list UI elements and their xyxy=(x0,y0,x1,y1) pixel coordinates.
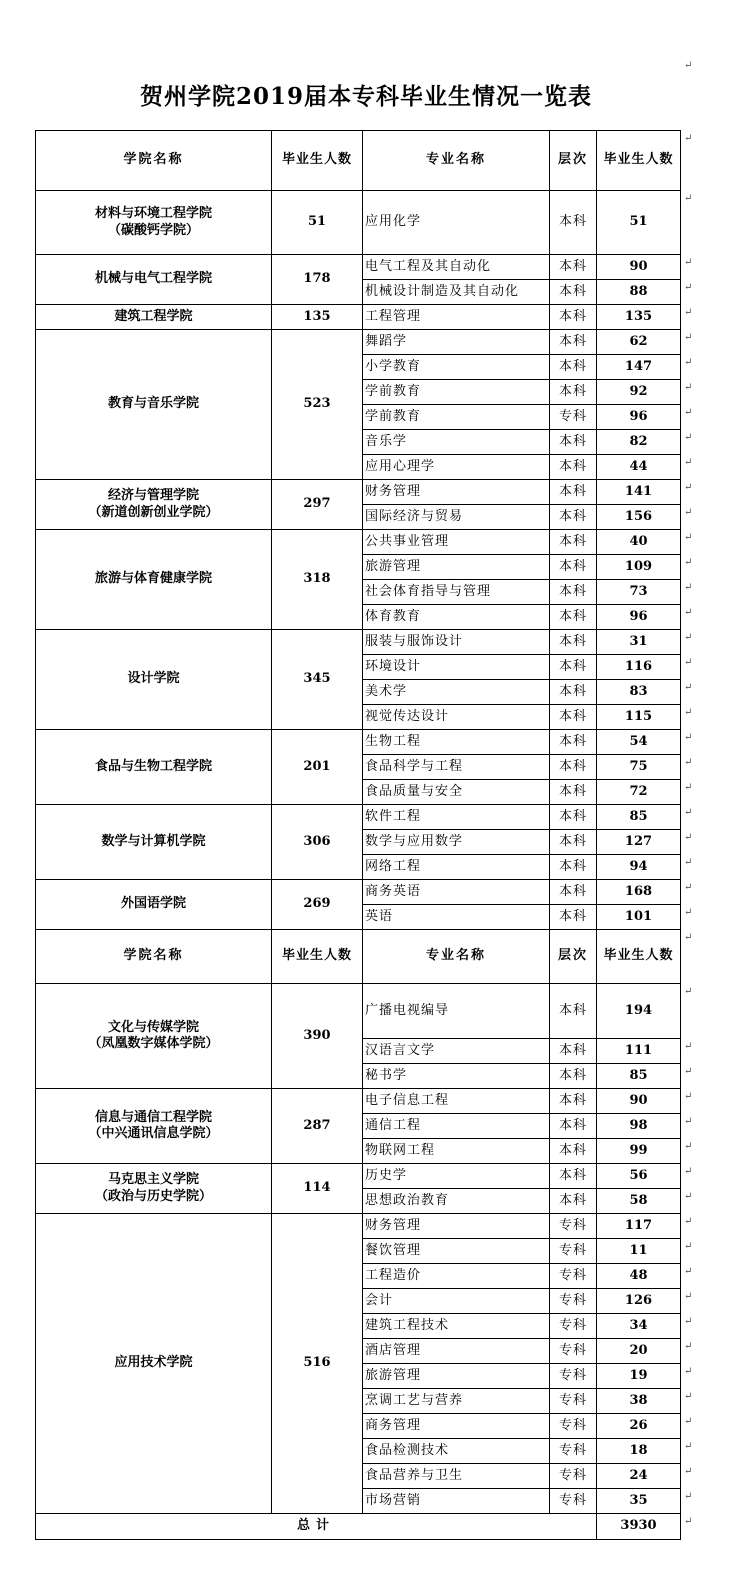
level-cell: 本科 xyxy=(550,280,597,305)
major-name-cell: 国际经济与贸易 xyxy=(363,505,550,530)
paragraph-mark: ↵ xyxy=(684,985,693,997)
header-level: 层次 xyxy=(550,131,597,191)
header-level: 层次 xyxy=(550,930,597,984)
major-name-cell: 财务管理 xyxy=(363,1214,550,1239)
level-cell: 专科 xyxy=(550,1389,597,1414)
level-cell: 本科 xyxy=(550,455,597,480)
major-name-cell: 历史学 xyxy=(363,1164,550,1189)
level-cell: 本科 xyxy=(550,655,597,680)
college-name-cell xyxy=(36,1214,272,1514)
paragraph-mark: ↵ xyxy=(684,706,693,718)
paragraph-mark: ↵ xyxy=(684,656,693,668)
paragraph-mark: ↵ xyxy=(684,1240,693,1252)
header-major-count: 毕业生人数 xyxy=(597,930,681,984)
college-name-cell xyxy=(36,730,272,805)
college-total-cell: 345 xyxy=(272,630,363,730)
paragraph-mark: ↵ xyxy=(684,281,693,293)
header-row xyxy=(36,131,681,191)
major-name-cell: 网络工程 xyxy=(363,855,550,880)
paragraph-mark: ↵ xyxy=(684,806,693,818)
college-name-line: 信息与通信工程学院 xyxy=(94,1109,212,1125)
major-name-cell: 音乐学 xyxy=(363,430,550,455)
level-cell: 本科 xyxy=(550,505,597,530)
major-count-cell: 90 xyxy=(597,255,681,280)
paragraph-mark: ↵ xyxy=(684,906,693,918)
major-name-cell: 市场营销 xyxy=(363,1489,550,1514)
major-count-cell: 19 xyxy=(597,1364,681,1389)
major-count-cell: 38 xyxy=(597,1389,681,1414)
paragraph-mark: ↵ xyxy=(684,1290,693,1302)
paragraph-mark: ↵ xyxy=(684,1115,693,1127)
paragraph-mark: ↵ xyxy=(684,581,693,593)
paragraph-mark: ↵ xyxy=(684,1165,693,1177)
college-total-cell: 318 xyxy=(272,530,363,630)
major-name-cell: 食品检测技术 xyxy=(363,1439,550,1464)
major-count-cell: 194 xyxy=(597,984,681,1039)
major-count-cell: 126 xyxy=(597,1289,681,1314)
level-cell: 本科 xyxy=(550,305,597,330)
college-total-cell: 523 xyxy=(272,330,363,480)
major-count-cell: 141 xyxy=(597,480,681,505)
level-cell: 本科 xyxy=(550,905,597,930)
college-name-cell xyxy=(36,1089,272,1164)
paragraph-mark: ↵ xyxy=(684,331,693,343)
major-count-cell: 34 xyxy=(597,1314,681,1339)
major-name-cell: 思想政治教育 xyxy=(363,1189,550,1214)
level-cell: 本科 xyxy=(550,1139,597,1164)
college-total-cell: 297 xyxy=(272,480,363,530)
major-name-cell: 商务管理 xyxy=(363,1414,550,1439)
major-count-cell: 99 xyxy=(597,1139,681,1164)
college-name-cell xyxy=(36,1164,272,1214)
paragraph-mark: ↵ xyxy=(684,1265,693,1277)
table-row xyxy=(36,305,681,330)
major-count-cell: 96 xyxy=(597,605,681,630)
major-count-cell: 111 xyxy=(597,1039,681,1064)
college-name-cell xyxy=(36,530,272,630)
major-name-cell: 旅游管理 xyxy=(363,1364,550,1389)
major-count-cell: 135 xyxy=(597,305,681,330)
level-cell: 本科 xyxy=(550,805,597,830)
major-count-cell: 85 xyxy=(597,805,681,830)
college-name-line: 经济与管理学院 xyxy=(107,488,199,504)
level-cell: 专科 xyxy=(550,1414,597,1439)
table-row xyxy=(36,880,681,905)
college-total-cell: 51 xyxy=(272,191,363,255)
major-name-cell: 体育教育 xyxy=(363,605,550,630)
paragraph-mark: ↵ xyxy=(684,1415,693,1427)
major-count-cell: 127 xyxy=(597,830,681,855)
major-count-cell: 18 xyxy=(597,1439,681,1464)
major-name-cell: 电气工程及其自动化 xyxy=(363,255,550,280)
major-name-cell: 舞蹈学 xyxy=(363,330,550,355)
major-count-cell: 156 xyxy=(597,505,681,530)
paragraph-mark: ↵ xyxy=(684,1190,693,1202)
major-name-cell: 生物工程 xyxy=(363,730,550,755)
major-count-cell: 168 xyxy=(597,880,681,905)
level-cell: 本科 xyxy=(550,880,597,905)
paragraph-mark: ↵ xyxy=(684,681,693,693)
college-name-cell xyxy=(36,480,272,530)
major-name-cell: 酒店管理 xyxy=(363,1339,550,1364)
major-count-cell: 115 xyxy=(597,705,681,730)
college-total-cell: 287 xyxy=(272,1089,363,1164)
major-count-cell: 35 xyxy=(597,1489,681,1514)
paragraph-mark: ↵ xyxy=(684,606,693,618)
paragraph-mark: ↵ xyxy=(684,756,693,768)
table-row xyxy=(36,730,681,755)
major-count-cell: 92 xyxy=(597,380,681,405)
college-name-cell xyxy=(36,984,272,1089)
header-major-count: 毕业生人数 xyxy=(597,131,681,191)
major-name-cell: 英语 xyxy=(363,905,550,930)
major-name-cell: 会计 xyxy=(363,1289,550,1314)
college-name-line: 建筑工程学院 xyxy=(114,308,193,324)
paragraph-mark: ↵ xyxy=(684,531,693,543)
paragraph-mark: ↵ xyxy=(684,1090,693,1102)
total-row xyxy=(36,1514,681,1540)
college-total-cell: 390 xyxy=(272,984,363,1089)
major-name-cell: 工程造价 xyxy=(363,1264,550,1289)
major-name-cell: 建筑工程技术 xyxy=(363,1314,550,1339)
table-row xyxy=(36,1164,681,1189)
paragraph-mark: ↵ xyxy=(684,256,693,268)
college-total-cell: 135 xyxy=(272,305,363,330)
header-major: 专业名称 xyxy=(363,930,550,984)
college-name-line: 食品与生物工程学院 xyxy=(94,758,212,774)
major-name-cell: 社会体育指导与管理 xyxy=(363,580,550,605)
college-name-line: （中兴通讯信息学院） xyxy=(88,1126,219,1141)
major-name-cell: 软件工程 xyxy=(363,805,550,830)
major-count-cell: 40 xyxy=(597,530,681,555)
level-cell: 本科 xyxy=(550,755,597,780)
paragraph-mark: ↵ xyxy=(684,356,693,368)
major-name-cell: 小学教育 xyxy=(363,355,550,380)
level-cell: 本科 xyxy=(550,1064,597,1089)
major-name-cell: 公共事业管理 xyxy=(363,530,550,555)
level-cell: 本科 xyxy=(550,555,597,580)
major-count-cell: 24 xyxy=(597,1464,681,1489)
major-name-cell: 秘书学 xyxy=(363,1064,550,1089)
paragraph-mark: ↵ xyxy=(684,1040,693,1052)
page-title: 贺州学院2019届本专科毕业生情况一览表 xyxy=(139,83,592,110)
table-row xyxy=(36,330,681,355)
major-name-cell: 电子信息工程 xyxy=(363,1089,550,1114)
level-cell: 专科 xyxy=(550,1439,597,1464)
paragraph-mark: ↵ xyxy=(684,1390,693,1402)
table-row xyxy=(36,1214,681,1239)
level-cell: 专科 xyxy=(550,1214,597,1239)
major-count-cell: 109 xyxy=(597,555,681,580)
major-count-cell: 90 xyxy=(597,1089,681,1114)
college-total-cell: 178 xyxy=(272,255,363,305)
level-cell: 本科 xyxy=(550,191,597,255)
level-cell: 本科 xyxy=(550,680,597,705)
college-name-line: 教育与音乐学院 xyxy=(107,396,199,412)
major-count-cell: 26 xyxy=(597,1414,681,1439)
major-count-cell: 82 xyxy=(597,430,681,455)
major-count-cell: 20 xyxy=(597,1339,681,1364)
header-row xyxy=(36,930,681,984)
major-count-cell: 88 xyxy=(597,280,681,305)
major-count-cell: 11 xyxy=(597,1239,681,1264)
major-name-cell: 学前教育 xyxy=(363,380,550,405)
header-college: 学院名称 xyxy=(36,131,272,191)
major-name-cell: 通信工程 xyxy=(363,1114,550,1139)
major-count-cell: 98 xyxy=(597,1114,681,1139)
level-cell: 专科 xyxy=(550,1489,597,1514)
paragraph-mark: ↵ xyxy=(684,506,693,518)
level-cell: 本科 xyxy=(550,855,597,880)
level-cell: 专科 xyxy=(550,1339,597,1364)
college-total-cell: 114 xyxy=(272,1164,363,1214)
paragraph-mark: ↵ xyxy=(684,631,693,643)
major-count-cell: 54 xyxy=(597,730,681,755)
paragraph-mark: ↵ xyxy=(684,481,693,493)
major-name-cell: 应用心理学 xyxy=(363,455,550,480)
major-name-cell: 广播电视编导 xyxy=(363,984,550,1039)
college-name-cell xyxy=(36,880,272,930)
college-name-line: 旅游与体育健康学院 xyxy=(94,571,212,587)
level-cell: 专科 xyxy=(550,1264,597,1289)
major-name-cell: 服装与服饰设计 xyxy=(363,630,550,655)
major-count-cell: 62 xyxy=(597,330,681,355)
major-name-cell: 工程管理 xyxy=(363,305,550,330)
college-name-line: 马克思主义学院 xyxy=(107,1172,199,1188)
college-name-line: （碳酸钙学院） xyxy=(107,222,199,238)
paragraph-mark: ↵ xyxy=(684,1315,693,1327)
level-cell: 本科 xyxy=(550,1089,597,1114)
major-name-cell: 美术学 xyxy=(363,680,550,705)
paragraph-mark: ↵ xyxy=(684,556,693,568)
level-cell: 本科 xyxy=(550,355,597,380)
paragraph-mark: ↵ xyxy=(684,60,693,71)
major-name-cell: 食品科学与工程 xyxy=(363,755,550,780)
college-name-line: （凤凰数字媒体学院） xyxy=(88,1036,219,1051)
paragraph-mark: ↵ xyxy=(684,132,693,144)
level-cell: 本科 xyxy=(550,380,597,405)
level-cell: 本科 xyxy=(550,1039,597,1064)
level-cell: 本科 xyxy=(550,730,597,755)
college-total-cell: 306 xyxy=(272,805,363,880)
college-name-line: 应用技术学院 xyxy=(114,1355,193,1371)
paragraph-mark: ↵ xyxy=(684,781,693,793)
level-cell: 专科 xyxy=(550,1239,597,1264)
table-row xyxy=(36,984,681,1039)
major-name-cell: 财务管理 xyxy=(363,480,550,505)
header-count: 毕业生人数 xyxy=(272,930,363,984)
paragraph-mark: ↵ xyxy=(684,1065,693,1077)
college-total-cell: 516 xyxy=(272,1214,363,1514)
level-cell: 本科 xyxy=(550,480,597,505)
table-row xyxy=(36,480,681,505)
major-count-cell: 51 xyxy=(597,191,681,255)
table-row xyxy=(36,255,681,280)
level-cell: 本科 xyxy=(550,605,597,630)
level-cell: 本科 xyxy=(550,330,597,355)
major-name-cell: 环境设计 xyxy=(363,655,550,680)
major-count-cell: 73 xyxy=(597,580,681,605)
major-count-cell: 31 xyxy=(597,630,681,655)
major-name-cell: 视觉传达设计 xyxy=(363,705,550,730)
major-count-cell: 58 xyxy=(597,1189,681,1214)
college-name-line: 材料与环境工程学院 xyxy=(94,206,212,222)
major-count-cell: 83 xyxy=(597,680,681,705)
college-name-line: （政治与历史学院） xyxy=(94,1188,212,1204)
major-name-cell: 物联网工程 xyxy=(363,1139,550,1164)
major-count-cell: 72 xyxy=(597,780,681,805)
level-cell: 专科 xyxy=(550,1364,597,1389)
table-row xyxy=(36,630,681,655)
major-name-cell: 商务英语 xyxy=(363,880,550,905)
major-name-cell: 汉语言文学 xyxy=(363,1039,550,1064)
college-name-cell xyxy=(36,305,272,330)
paragraph-mark: ↵ xyxy=(684,306,693,318)
major-name-cell: 旅游管理 xyxy=(363,555,550,580)
level-cell: 本科 xyxy=(550,1114,597,1139)
paragraph-mark: ↵ xyxy=(684,1515,693,1527)
major-name-cell: 学前教育 xyxy=(363,405,550,430)
college-name-line: 机械与电气工程学院 xyxy=(94,271,212,287)
major-name-cell: 机械设计制造及其自动化 xyxy=(363,280,550,305)
major-name-cell: 食品营养与卫生 xyxy=(363,1464,550,1489)
paragraph-mark: ↵ xyxy=(684,1465,693,1477)
college-name-line: 外国语学院 xyxy=(120,896,186,912)
level-cell: 本科 xyxy=(550,255,597,280)
level-cell: 本科 xyxy=(550,530,597,555)
level-cell: 本科 xyxy=(550,705,597,730)
major-name-cell: 应用化学 xyxy=(363,191,550,255)
college-total-cell: 201 xyxy=(272,730,363,805)
paragraph-mark: ↵ xyxy=(684,381,693,393)
paragraph-mark: ↵ xyxy=(684,1365,693,1377)
level-cell: 本科 xyxy=(550,580,597,605)
paragraph-mark: ↵ xyxy=(684,1140,693,1152)
table-row xyxy=(36,191,681,255)
college-total-cell: 269 xyxy=(272,880,363,930)
total-value: 3930 xyxy=(597,1514,681,1540)
paragraph-mark: ↵ xyxy=(684,406,693,418)
major-name-cell: 食品质量与安全 xyxy=(363,780,550,805)
major-count-cell: 44 xyxy=(597,455,681,480)
level-cell: 专科 xyxy=(550,1289,597,1314)
major-name-cell: 烹调工艺与营养 xyxy=(363,1389,550,1414)
paragraph-mark: ↵ xyxy=(684,731,693,743)
paragraph-mark: ↵ xyxy=(684,192,693,204)
college-name-cell xyxy=(36,330,272,480)
paragraph-mark: ↵ xyxy=(684,931,693,943)
graduates-table xyxy=(35,130,681,1540)
college-name-cell xyxy=(36,255,272,305)
major-count-cell: 56 xyxy=(597,1164,681,1189)
header-college: 学院名称 xyxy=(36,930,272,984)
paragraph-mark: ↵ xyxy=(684,456,693,468)
level-cell: 专科 xyxy=(550,1464,597,1489)
level-cell: 专科 xyxy=(550,1314,597,1339)
college-name-cell xyxy=(36,805,272,880)
major-count-cell: 94 xyxy=(597,855,681,880)
level-cell: 本科 xyxy=(550,780,597,805)
paragraph-mark: ↵ xyxy=(684,1215,693,1227)
header-count: 毕业生人数 xyxy=(272,131,363,191)
college-name-line: 数学与计算机学院 xyxy=(101,833,206,849)
college-name-cell xyxy=(36,191,272,255)
level-cell: 本科 xyxy=(550,430,597,455)
major-count-cell: 85 xyxy=(597,1064,681,1089)
major-name-cell: 数学与应用数学 xyxy=(363,830,550,855)
level-cell: 本科 xyxy=(550,1164,597,1189)
paragraph-mark: ↵ xyxy=(684,1340,693,1352)
level-cell: 本科 xyxy=(550,630,597,655)
college-name-cell xyxy=(36,630,272,730)
major-count-cell: 116 xyxy=(597,655,681,680)
paragraph-mark: ↵ xyxy=(684,831,693,843)
college-name-line: （新道创新创业学院） xyxy=(88,504,219,520)
major-count-cell: 101 xyxy=(597,905,681,930)
level-cell: 本科 xyxy=(550,830,597,855)
paragraph-mark: ↵ xyxy=(684,881,693,893)
level-cell: 本科 xyxy=(550,984,597,1039)
major-count-cell: 147 xyxy=(597,355,681,380)
paragraph-mark: ↵ xyxy=(684,431,693,443)
paragraph-mark: ↵ xyxy=(684,1440,693,1452)
header-major: 专业名称 xyxy=(363,131,550,191)
college-name-line: 文化与传媒学院 xyxy=(107,1019,199,1035)
major-count-cell: 75 xyxy=(597,755,681,780)
major-name-cell: 餐饮管理 xyxy=(363,1239,550,1264)
paragraph-mark: ↵ xyxy=(684,1490,693,1502)
major-count-cell: 96 xyxy=(597,405,681,430)
level-cell: 本科 xyxy=(550,1189,597,1214)
major-count-cell: 117 xyxy=(597,1214,681,1239)
table-row xyxy=(36,1089,681,1114)
level-cell: 专科 xyxy=(550,405,597,430)
total-label: 总计 xyxy=(36,1514,597,1540)
table-row xyxy=(36,805,681,830)
major-count-cell: 48 xyxy=(597,1264,681,1289)
paragraph-mark: ↵ xyxy=(684,856,693,868)
table-row xyxy=(36,530,681,555)
college-name-line: 设计学院 xyxy=(127,671,180,687)
